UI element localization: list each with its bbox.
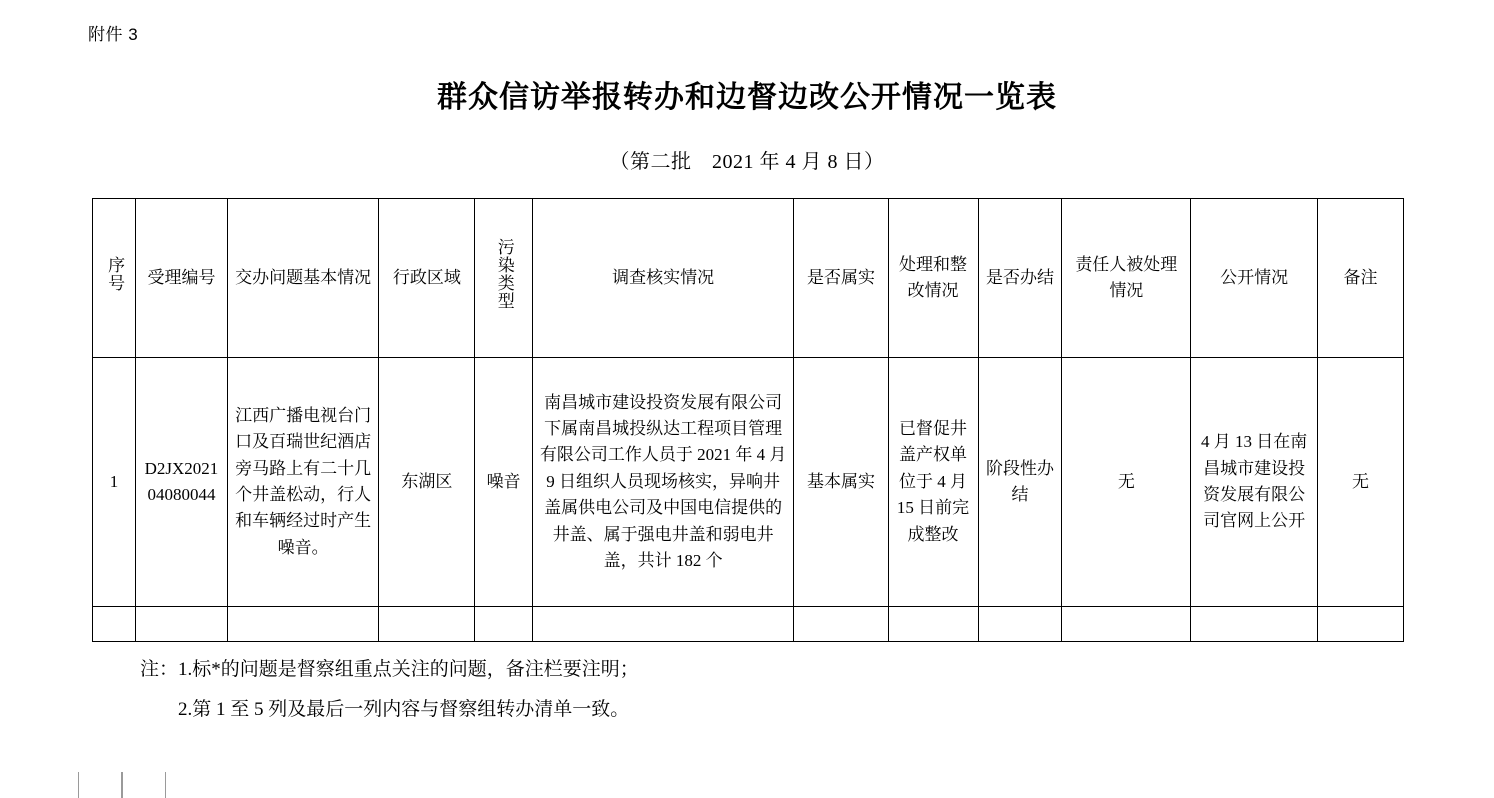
table-header-accept-no-label: 受理编号	[147, 267, 216, 287]
table-row	[93, 358, 1404, 607]
footnote-text-2: 2.第 1 至 5 列及最后一列内容与督察组转办清单一致。	[178, 698, 630, 720]
table-header-responsible	[1062, 199, 1191, 358]
cell-empty	[93, 607, 136, 642]
table-header-is-closed	[978, 199, 1062, 358]
table-header-region	[379, 199, 475, 358]
table-header-basic-situation-label: 交办问题基本情况	[235, 267, 372, 287]
table-header-is-true-label: 是否属实	[807, 267, 876, 287]
cell-empty	[1318, 607, 1404, 642]
attachment-label: 附件 3	[88, 25, 139, 44]
table-header-public-label: 公开情况	[1220, 267, 1289, 287]
footnotes	[92, 650, 1404, 730]
table-header-pollution-type	[475, 199, 532, 358]
table-header-is-true	[794, 199, 888, 358]
cell-empty	[475, 607, 532, 642]
table-header-responsible-label: 责任人被处理情况	[1075, 254, 1178, 300]
cell-pollution-type: 噪音	[475, 358, 532, 607]
cell-region: 东湖区	[379, 358, 475, 607]
table-header-investigation-label: 调查核实情况	[612, 267, 715, 287]
cell-accept-no: D2JX202104080044	[135, 358, 227, 607]
cell-empty	[978, 607, 1062, 642]
cell-empty	[888, 607, 978, 642]
complaint-table	[92, 198, 1404, 642]
table-header-pollution-type-label: 污染类型	[494, 237, 514, 310]
table-header-seq	[93, 199, 136, 358]
footnote-line-2	[92, 690, 1404, 730]
cell-empty	[1191, 607, 1318, 642]
cell-empty	[794, 607, 888, 642]
cell-empty	[227, 607, 378, 642]
cell-is-closed: 阶段性办结	[978, 358, 1062, 607]
table-header-row	[93, 199, 1404, 358]
page-subtitle: （第二批 2021 年 4 月 8 日）	[609, 151, 885, 173]
cell-public-situation: 4 月 13 日在南昌城市建设投资发展有限公司官网上公开	[1191, 358, 1318, 607]
table-header-remark	[1318, 199, 1404, 358]
page-edge-mark-left	[78, 772, 122, 798]
cell-responsible-handling: 无	[1062, 358, 1191, 607]
footnote-label: 注：	[140, 659, 179, 680]
table-header-is-closed-label: 是否办结	[985, 267, 1054, 287]
page-edge-mark-right	[122, 772, 166, 798]
cell-empty	[379, 607, 475, 642]
cell-remark: 无	[1318, 358, 1404, 607]
table-row-empty	[93, 607, 1404, 642]
cell-investigation: 南昌城市建设投资发展有限公司下属南昌城投纵达工程项目管理有限公司工作人员于 2021 年 4 月 9 日组织人员现场核实，异响井盖属供电公司及中国电信提供的井盖、属于强电井盖和弱电井盖，共计 182 个	[532, 358, 794, 607]
table-header-investigation	[532, 199, 794, 358]
cell-basic-situation: 江西广播电视台门口及百瑞世纪酒店旁马路上有二十几个井盖松动，行人和车辆经过时产生噪音。	[227, 358, 378, 607]
table-header-public	[1191, 199, 1318, 358]
cell-empty	[1062, 607, 1191, 642]
cell-empty	[135, 607, 227, 642]
table-header-basic-situation	[227, 199, 378, 358]
table-header-region-label: 行政区域	[392, 267, 461, 287]
table-header-handling-label: 处理和整改情况	[899, 254, 968, 300]
table-header-remark-label: 备注	[1343, 267, 1378, 287]
page-title: 群众信访举报转办和边督边改公开情况一览表	[437, 81, 1057, 114]
cell-is-true: 基本属实	[794, 358, 888, 607]
cell-empty	[532, 607, 794, 642]
footnote-text-1: 1.标*的问题是督察组重点关注的问题，备注栏要注明；	[178, 659, 639, 680]
table-header-seq-label: 序号	[105, 255, 125, 292]
table-header-handling	[888, 199, 978, 358]
cell-handling: 已督促井盖产权单位于 4 月 15 日前完成整改	[888, 358, 978, 607]
table-header-accept-no	[135, 199, 227, 358]
cell-seq: 1	[93, 358, 136, 607]
footnote-line-1	[92, 650, 1404, 690]
